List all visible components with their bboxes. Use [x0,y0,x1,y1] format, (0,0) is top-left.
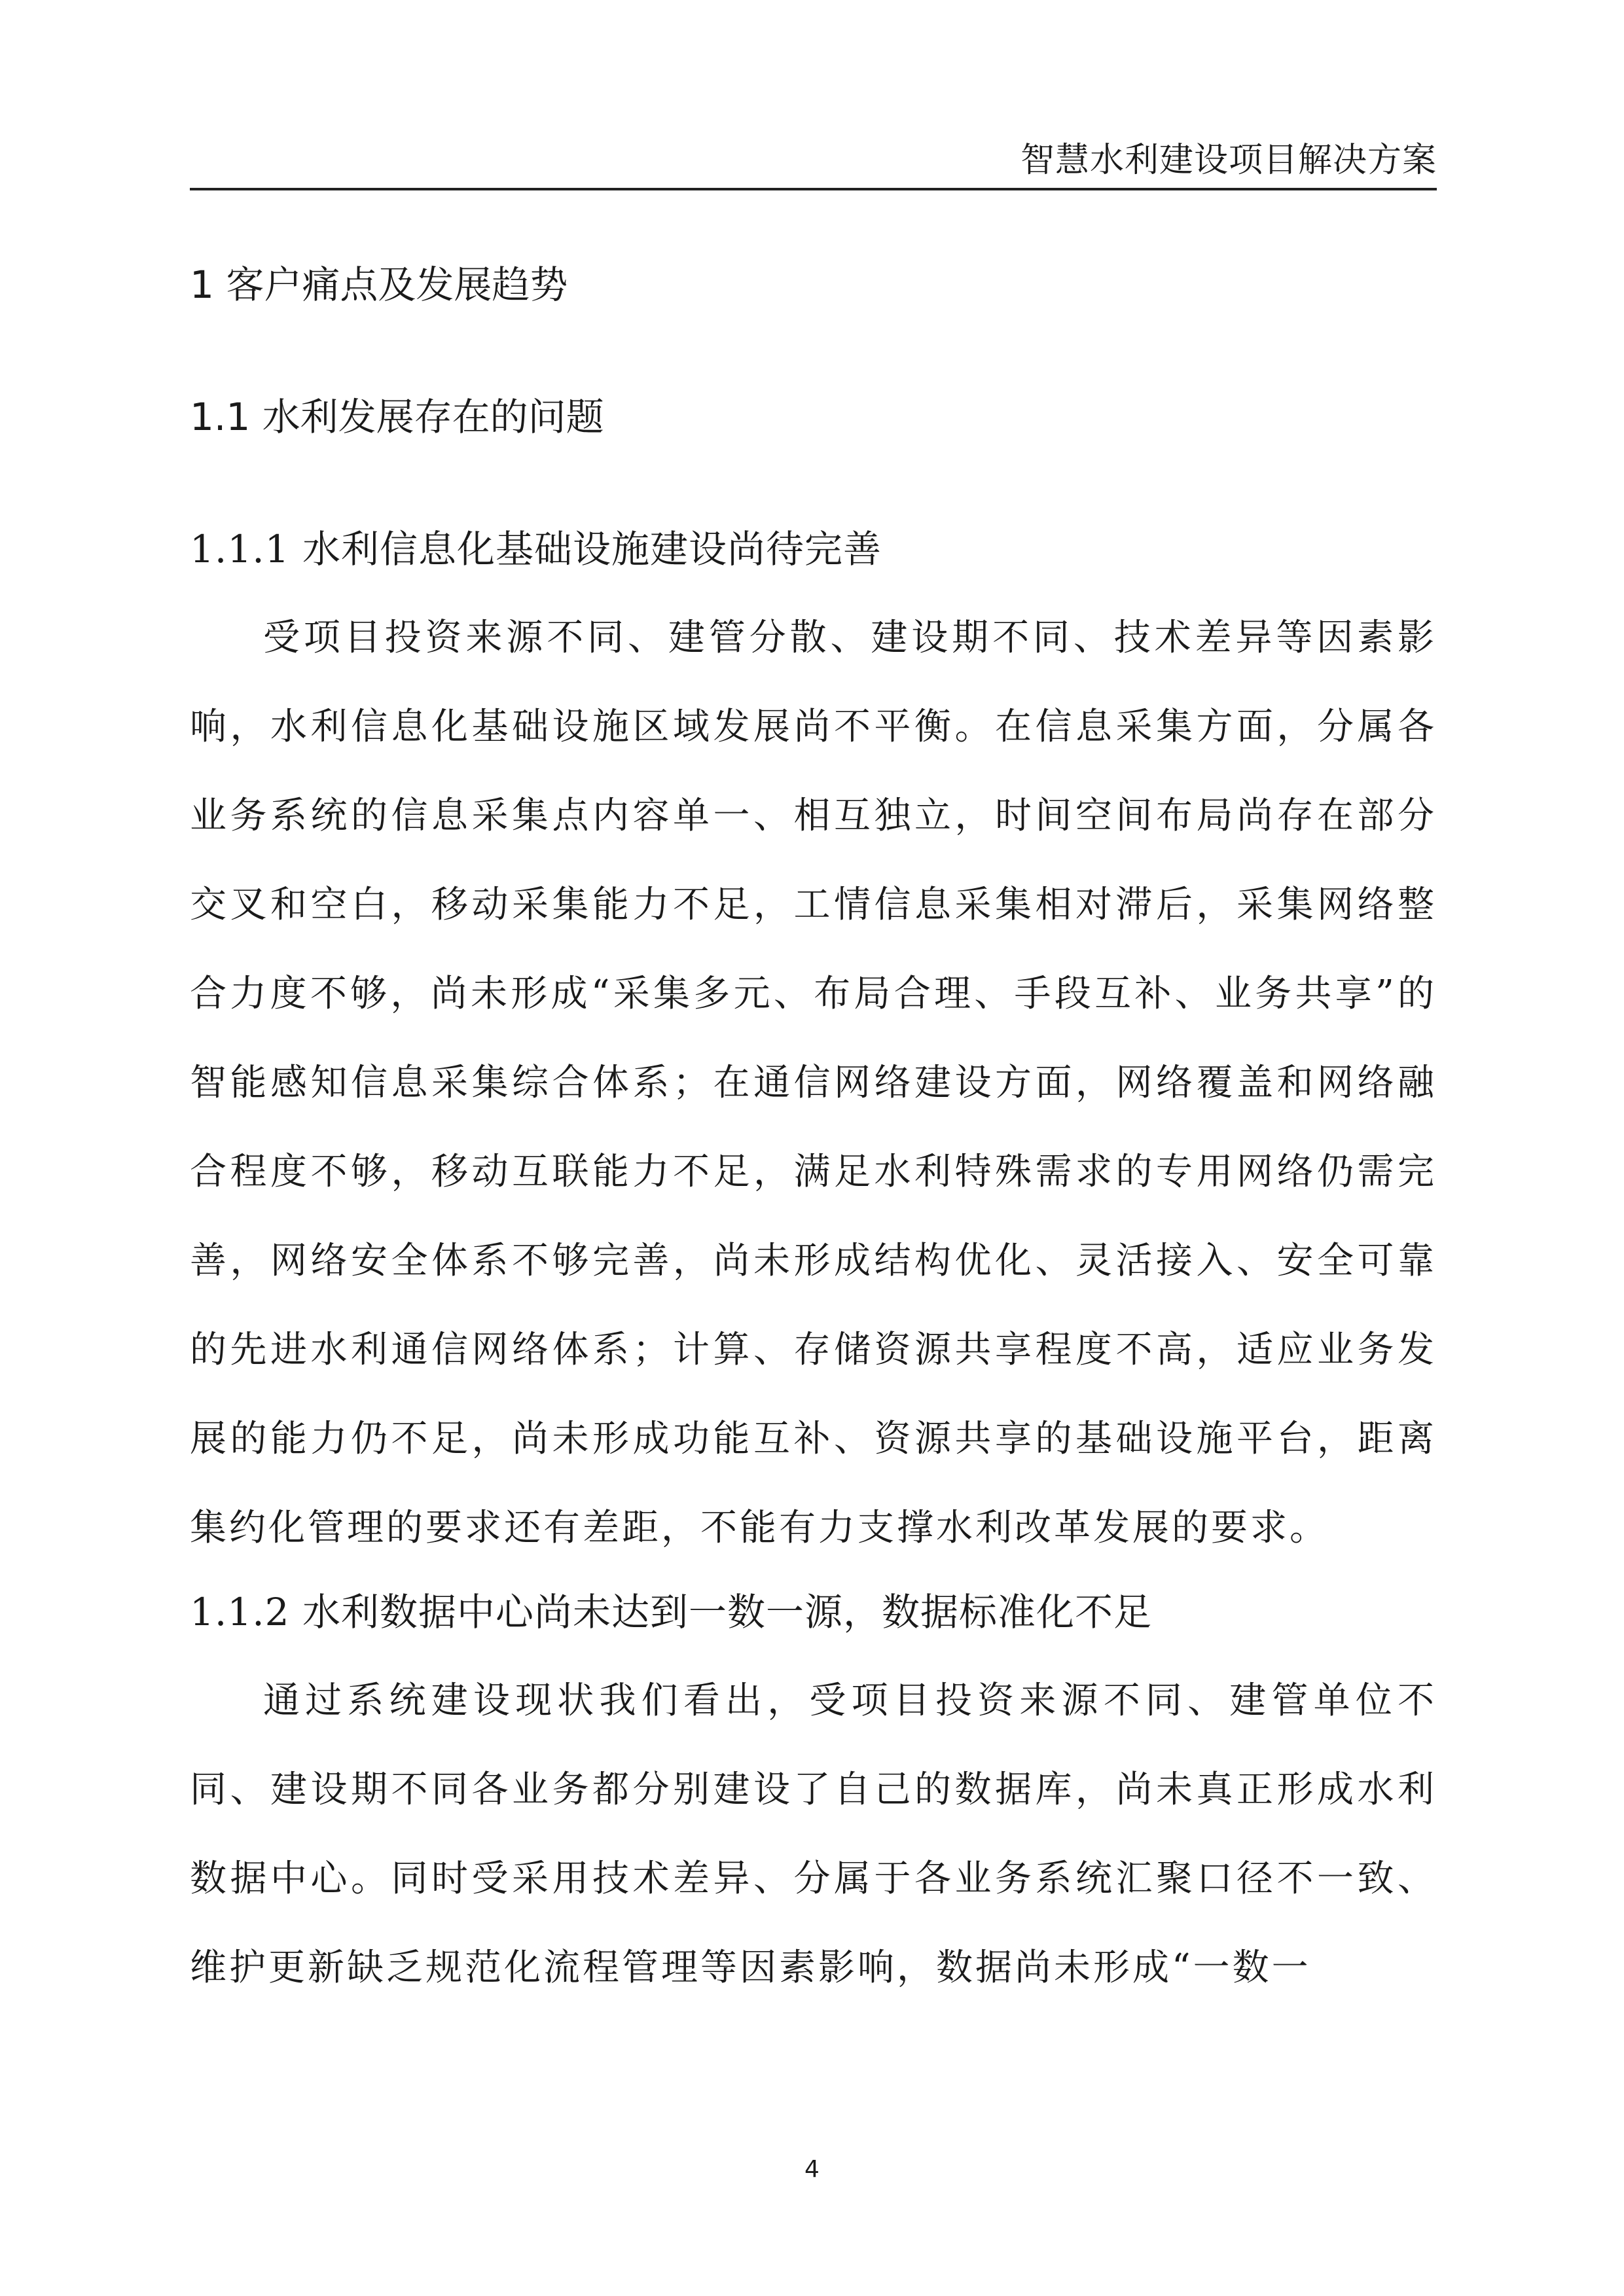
heading-1-1-1: 1.1.1 水利信息化基础设施建设尚待完善 [190,527,882,571]
heading-1-1-2: 1.1.2 水利数据中心尚未达到一数一源，数据标准化不足 [190,1590,1153,1634]
page-number: 4 [804,2156,820,2183]
page-header [190,134,1437,190]
document-body [190,259,1437,2026]
header-title: 智慧水利建设项目解决方案 [1020,141,1437,180]
heading-level-1: 1 客户痛点及发展趋势 [190,262,568,307]
paragraph-1-1-2: 通过系统建设现状我们看出，受项目投资来源不同、建管单位不同、建设期不同各业务都分别建设了自己的数据库，尚未真正形成水利数据中心。同时受采用技术差异、分属于各业务系统汇聚口径不一致、维护更新缺乏规范化流程管理等因素影响，数据尚未形成“一数一 [190,1679,1437,1989]
paragraph-1-1-1: 受项目投资来源不同、建管分散、建设期不同、技术差异等因素影响，水利信息化基础设施区域发展尚不平衡。在信息采集方面，分属各业务系统的信息采集点内容单一、相互独立，时间空间布局尚存在部分交叉和空白，移动采集能力不足，工情信息采集相对滞后，采集网络整合力度不够，尚未形成“采集多元、布局合理、手段互补、业务共享”的智能感知信息采集综合体系；在通信网络建设方面，网络覆盖和网络融合程度不够，移动互联能力不足，满足水利特殊需求的专用网络仍需完善，网络安全体系不够完善，尚未形成结构优化、灵活接入、安全可靠的先进水利通信网络体系；计算、存储资源共享程度不高，适应业务发展的能力仍不足，尚未形成功能互补、资源共享的基础设施平台，距离集约化管理的要求还有差距，不能有力支撑水利改革发展的要求。 [190,617,1437,1549]
heading-level-2: 1.1 水利发展存在的问题 [190,395,604,439]
